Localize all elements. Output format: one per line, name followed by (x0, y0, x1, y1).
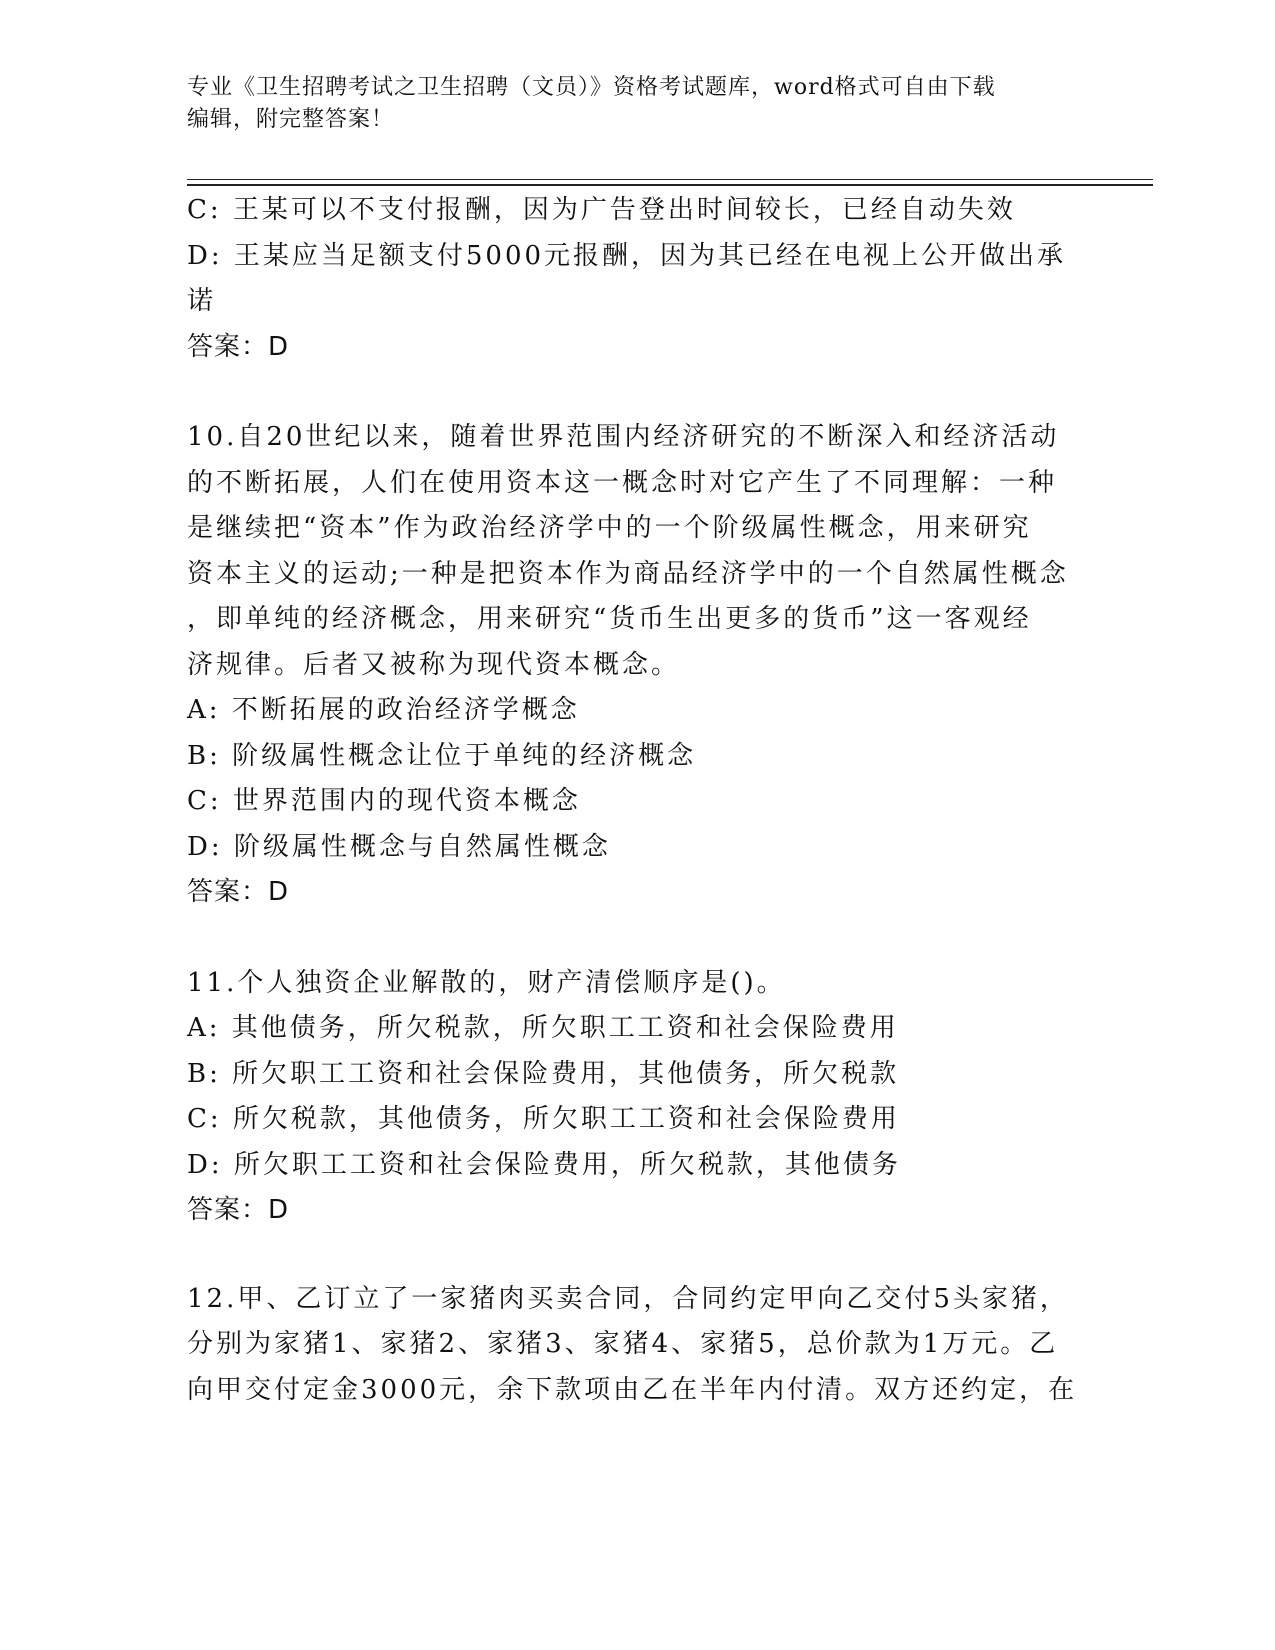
header-divider-thick (187, 184, 1153, 186)
q11-option-c: C: 所欠税款，其他债务，所欠职工工资和社会保险费用 (187, 1104, 900, 1134)
q11-stem: 11.个人独资企业解散的，财产清偿顺序是()。 (187, 967, 786, 998)
q12-stem-line-2: 分别为家猪1、家猪2、家猪3、家猪4、家猪5，总价款为1万元。乙 (187, 1329, 1059, 1359)
q10-stem-line-4: 资本主义的运动;一种是把资本作为商品经济学中的一个自然属性概念 (187, 558, 1069, 589)
q10-option-a: A: 不断拓展的政治经济学概念 (187, 695, 580, 725)
question-12 (187, 1277, 1087, 1414)
q9-option-d-line-2: 诺 (187, 286, 217, 316)
question-9-tail (187, 188, 1087, 370)
q10-stem-line-2: 的不断拓展，人们在使用资本这一概念时对它产生了不同理解：一种 (187, 467, 1058, 498)
header-line-2: 编辑，附完整答案！ (187, 107, 395, 132)
q12-stem-line-1: 12.甲、乙订立了一家猪肉买卖合同，合同约定甲向乙交付5头家猪， (187, 1283, 1069, 1314)
q10-stem-line-3: 是继续把“资本”作为政治经济学中的一个阶级属性概念，用来研究 (187, 513, 1032, 543)
document-body (187, 188, 1087, 1413)
q9-option-c: C: 王某可以不支付报酬，因为广告登出时间较长，已经自动失效 (187, 195, 1016, 225)
document-header (187, 72, 1087, 136)
q10-stem-line-5: ，即单纯的经济概念，用来研究“货币生出更多的货币”这一客观经 (187, 604, 1032, 634)
q10-stem-line-6: 济规律。后者又被称为现代资本概念。 (187, 649, 681, 680)
question-11 (187, 961, 1087, 1234)
q9-answer: 答案：D (187, 331, 290, 362)
q10-answer: 答案：D (187, 877, 290, 907)
header-line-1: 专业《卫生招聘考试之卫生招聘（文员）》资格考试题库，word格式可自由下载 (187, 75, 996, 100)
q11-answer: 答案：D (187, 1195, 290, 1225)
q9-option-d-line-1: D: 王某应当足额支付5000元报酬，因为其已经在电视上公开做出承 (187, 240, 1067, 271)
q10-stem-line-1: 10.自20世纪以来，随着世界范围内经济研究的不断深入和经济活动 (187, 422, 1060, 452)
q11-option-d: D: 所欠职工工资和社会保险费用，所欠税款，其他债务 (187, 1149, 901, 1180)
q10-option-b: B: 阶级属性概念让位于单纯的经济概念 (187, 740, 697, 771)
q11-option-a: A: 其他债务，所欠税款，所欠职工工资和社会保险费用 (187, 1013, 899, 1043)
question-10 (187, 415, 1087, 916)
q12-stem-line-3: 向甲交付定金3000元，余下款项由乙在半年内付清。双方还约定，在 (187, 1374, 1078, 1405)
q10-option-d: D: 阶级属性概念与自然属性概念 (187, 831, 611, 862)
header-divider-thin (187, 179, 1153, 180)
q10-option-c: C: 世界范围内的现代资本概念 (187, 786, 581, 816)
q11-option-b: B: 所欠职工工资和社会保险费用，其他债务，所欠税款 (187, 1058, 900, 1089)
